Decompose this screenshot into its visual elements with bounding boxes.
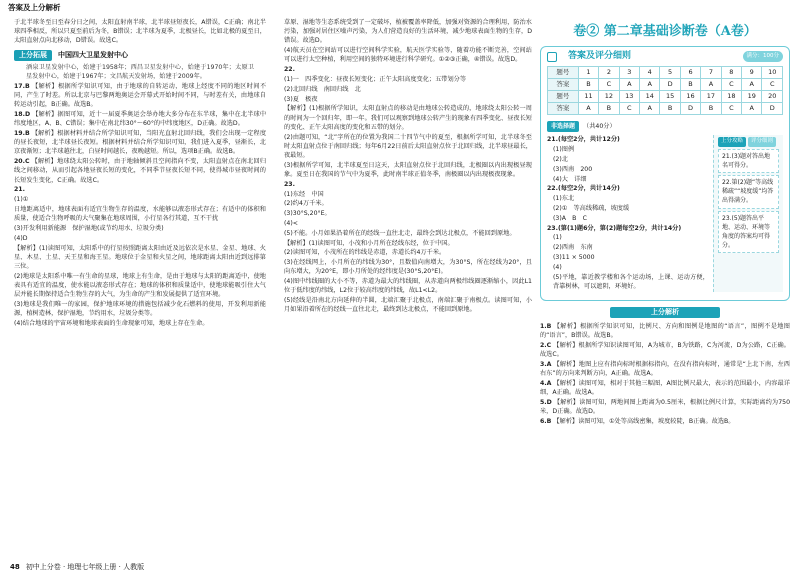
extension-title: 中国四大卫星发射中心 — [58, 50, 128, 59]
answer-line: (2)北 — [553, 156, 568, 163]
answer-grid-cell: A — [619, 79, 639, 91]
analysis-item: 2.C 【解析】根据所学知识读图可知，A为城市，B为铁路，C为河流，D为公路，C正确。故选C。 — [540, 341, 790, 358]
q23-line: (4)图中纬线圈的大小不等，赤道为最大的纬线圈，从赤道向两极纬线圈逐渐缩小，因此L1位于低纬度的纬线，L2位于较高纬度的纬线，故L1<L2。 — [284, 278, 532, 295]
answer-grid-cell: 16 — [680, 91, 700, 103]
section-title: 卷② 第二章基础诊断卷（A卷） — [573, 24, 757, 39]
column-left — [14, 18, 266, 560]
answer-line: (4) — [553, 263, 562, 271]
answer-grid-cell: 20 — [762, 91, 783, 103]
answer-grid-cell: A — [640, 79, 660, 91]
answer-grid-cell: 10 — [762, 67, 783, 79]
answer-grid-cell: 5 — [660, 67, 680, 79]
score-pill: 满分：100分 — [743, 51, 784, 62]
tips-sidebar — [713, 135, 783, 291]
extension-text: 酒泉卫星发射中心，始建于1958年；西昌卫星发射中心，始建于1970年；太原卫星发射中心，始建于1967年；文昌航天发射场，始建于2009年。 — [26, 63, 254, 81]
answer-grid-cell: 13 — [619, 91, 639, 103]
tip-note: 23.(5)题答出平地、运动、环境等角度的答案均可得分。 — [718, 211, 779, 254]
answer-grid-cell: 19 — [742, 91, 762, 103]
answer-grid-cell: 6 — [680, 67, 700, 79]
q21-line: (4)结合地球的宇宙环境和地球表面的生命现象可知，地球上存在生命。 — [14, 320, 209, 328]
answer-grid-cell: A — [742, 79, 762, 91]
answer-line: (1) — [553, 234, 562, 242]
answer-line: (2)西南 东南 — [553, 244, 593, 252]
sub-head-tag: 非选择题 — [547, 121, 579, 132]
answer-grid-cell: B — [578, 79, 598, 91]
q23-line: (5)经线是沿南北方向延伸的半圆，北端汇聚于北极点，南端汇聚于南极点。读图可知，小月如果沿着所在的经线一直往北走，最终到达北极点，不能回到原地。 — [284, 297, 532, 314]
q22-number: 22. — [284, 66, 295, 74]
answer-grid-cell: 17 — [701, 91, 721, 103]
answers-and-tips — [547, 135, 783, 291]
column-middle — [284, 18, 532, 578]
answer-line: 21.(每空2分，共计12分) — [547, 136, 620, 144]
q22-line: 【解析】(1)根据所学知识，太阳直射点的移动是由地球公转造成的，地球绕太阳公转一周的时间为一个回归年，即一年。我们可以观察到地球公转产生的现象有四季变化、昼夜长短的变化、正午太阳高度的变化和五带的划分。 — [284, 105, 532, 131]
answer-grid-cell: 8 — [721, 67, 741, 79]
answer-grid-cell: 4 — [640, 67, 660, 79]
answer-line: (3)A B C — [553, 214, 587, 222]
answers-list — [547, 135, 709, 291]
answer-item: 18.D 【解析】据图可知，近十一届夏季奥运会举办地大多分布在东半球，集中在北半球中纬度地区，A、B、C错误；集中在南北纬30°～60°的中纬度地区，D正确。故选D。 — [14, 111, 266, 128]
q21-line: (2)地球是太阳系中唯一有生命的星球，地球上有生命，是由于地球与太阳的距离适中，使地表具有适宜的温度，使水能以液态形式存在；地球的体积和质量适中，使地球能吸引住大气层并能长期保持适合生物生存的大气，为生命的产生和发展提供了适宜环境。 — [14, 272, 266, 299]
q23-line: (3)30°S,20°E。 — [284, 210, 331, 218]
q22-line: (1)一 四季变化：昼夜长短变化；正午太阳高度变化；五带划分等 — [284, 76, 467, 83]
q21-line: (1)① — [14, 196, 29, 204]
col2-top-text: 草原、湿地等生态系统受到了一定破坏，植被覆盖率降低，加强对资源的合理利用，防治水污染，加强对居住区噪声污染，为人们营造良好的生活环境，减少地球表面生物的生存，D错误。故选D。 — [284, 19, 532, 45]
column-right — [540, 18, 790, 578]
answer-grid — [547, 66, 783, 115]
q23-line: (2)读图可知，小茂所在的纬线是赤道，赤道长约4万千米。 — [284, 249, 446, 257]
tip-note: 22.第(2)题“等高线稀疏”“坡度缓”均答出得满分。 — [718, 175, 779, 209]
analysis-item: 1.B 【解析】根据所学知识可知，比例尺、方向和图例是地图的“语言”，图例不是地图的“语言”，B错误。故选B。 — [540, 322, 790, 339]
answer-grid-cell: 3 — [619, 67, 639, 79]
answer-panel-header — [547, 51, 783, 62]
q21-line: 【解析】(1)读图可知，太阳系中的行星按照距离太阳由近及远依次是水星、金星、地球、火星、木星、土星、天王星和海王星。地球位于金星和火星之间，地球距离太阳由近到远排第三位。 — [14, 244, 266, 271]
answer-panel — [540, 46, 790, 301]
analysis-item: 6.B 【解析】读图可知，①处等高线密集，坡度较陡，B正确。故选B。 — [540, 417, 735, 425]
answer-grid-cell: A — [578, 103, 598, 115]
q23-line: (2)约4万千米。 — [284, 200, 328, 208]
book-title: 初中上分卷 · 地理七年级上册 · 人教版 — [25, 562, 145, 571]
answer-panel-label: 答案及评分细则 — [568, 51, 632, 61]
q21-line: (4)D — [14, 234, 28, 242]
answer-grid-cell: C — [721, 79, 741, 91]
q23-line: (1)东经 中国 — [284, 190, 324, 198]
analysis-header: 上分解析 — [610, 307, 720, 318]
answer-grid-cell: 12 — [599, 91, 619, 103]
answer-grid-row — [548, 67, 783, 79]
answer-grid-row-label: 答案 — [548, 103, 579, 115]
q21-line: (3)地球是我们唯一的家园，保护地球环境的措施包括减少化石燃料的使用，开发利用新能源，植树造林，保护湿地，节约用水，垃圾分类等。 — [14, 301, 266, 318]
answer-grid-cell: 11 — [578, 91, 598, 103]
q23-line: (5)不能。小月如果沿着所在的经线一直往北走，最终会到达北极点，不能回到原地。 — [284, 229, 516, 237]
answer-grid-cell: C — [721, 103, 741, 115]
analysis-item: 3.A 【解析】地图上应有指向标时根据标指向，在没有指向标时，通常是“上北下南，左西右东”的方向来判断方向，A正确。故选A。 — [540, 360, 790, 377]
answer-grid-cell: 2 — [599, 67, 619, 79]
sub-head — [547, 121, 783, 132]
tips-tag-secondary: 评分细则 — [748, 137, 776, 146]
sub-head-score: （共40分） — [583, 123, 616, 131]
q22-line: (3)根据所学可知，北半球夏至日这天，太阳直射点位于北回归线，北极圈以内出现极昼现象。夏至日在我国的节气中为夏季，此时南半球正值冬季，南极圈以内出现极夜现象。 — [284, 161, 532, 178]
q21-number: 21. — [14, 186, 25, 194]
answer-line: (5)平地，靠近教学楼和各个运动场，上课、运动方便，背靠树林，可以遮阴，环境好。 — [553, 273, 709, 290]
extension-box — [14, 50, 266, 61]
q23-line: (4)< — [284, 219, 298, 227]
answer-grid-cell: C — [619, 103, 639, 115]
answer-grid-cell: D — [680, 103, 700, 115]
tips-tag: 上分攻略 — [718, 137, 746, 146]
q22-line: (2)由题可知，“北”字所在的位置为我国二十四节气中的夏至，根据所学可知，北半球冬至时太阳直射点位于南回归线；每年6月22日前后太阳直射点位于北回归线，北半球昼最长，夜最短。 — [284, 133, 532, 159]
answer-grid-row — [548, 79, 783, 91]
analysis-item: 5.D 【解析】读图可知，两地间图上距离为0.5厘米，根据比例尺计算，实际距离约为750米，D正确。故选D。 — [540, 398, 790, 415]
answer-line: (3)西南 200 — [553, 165, 593, 173]
answer-item: 19.B 【解析】根据材料并结合所学知识可知，当阳光直射北回归线，我们会出现一定程度的昼长夜短，北半球昼长夜短。根据材料并结合所学知识可知，我们进入夏季，昼渐长，北京夜渐短；北半球越往北，白昼时间越长，夜晚越短。所以，选项B正确。故选B。 — [14, 130, 266, 156]
answer-grid-cell: A — [701, 79, 721, 91]
answer-grid-cell: C — [762, 79, 783, 91]
answer-grid-row — [548, 91, 783, 103]
answer-grid-cell: A — [640, 103, 660, 115]
answer-item: 17.B 【解析】根据所学知识可知，由于地球的自转运动，地球上经度不同的地区时间不同，产生了时差。所以北京与巴黎两地奥运会开幕式开始时间不同，与时差有关，由地球自转运动引起，B正确。故选B。 — [14, 82, 266, 109]
answer-line: (3)11 × 5000 — [553, 253, 595, 261]
extension-tag: 上分拓展 — [14, 50, 52, 61]
answer-grid-row — [548, 103, 783, 115]
answer-grid-cell: 14 — [640, 91, 660, 103]
answer-line: 23.(第(1)题6分，第(2)题每空2分，共计14分) — [547, 224, 682, 232]
tips-header — [718, 137, 779, 146]
q22-line: (2)北回归线 南回归线 北 — [284, 85, 361, 93]
answer-grid-cell: B — [680, 79, 700, 91]
answer-grid-cell: B — [599, 103, 619, 115]
answer-grid-cell: 7 — [701, 67, 721, 79]
answer-grid-cell: 18 — [721, 91, 741, 103]
answer-grid-cell: 9 — [742, 67, 762, 79]
col1-top-text: 于北半球冬至日至春分日之间，太阳直射南半球，北半球昼短夜长，A错误，C正确；南北半球四季相反，所以只夏至前后为冬，B错误；北半球为夏季，北极昼长，比如北极的夏至日，太阳直射点向北移动，D错误。故选C。 — [14, 19, 266, 45]
answer-grid-row-label: 答案 — [548, 79, 579, 91]
answer-grid-cell: A — [742, 103, 762, 115]
answer-line: (2)① 等高线稀疏，坡度缓 — [553, 204, 630, 212]
q21-line: 日地距离适中，地球表面有适宜生物生存的温度，水能够以液态形式存在；有适中的体积和质量，使适合生物呼吸的大气聚集在地球周围，小行星各行其道，互不干扰 — [14, 206, 266, 223]
col2-top-text: (4)航天员在空间站可以进行空间科学实验，航天医学实验等，随着功能不断完善，空间站可以进行太空种植，利用空间的独特环境进行科学研究。①②③正确，④错误。故选D。 — [284, 47, 532, 64]
answer-line: (4)大 详细 — [553, 175, 587, 183]
document-icon — [547, 52, 557, 62]
answer-line: (1)图例 — [553, 146, 575, 154]
answer-grid-cell: C — [599, 79, 619, 91]
answer-grid-cell: 15 — [660, 91, 680, 103]
answer-line: 22.(每空2分，共计14分) — [547, 185, 620, 193]
tip-note: 21.(3)题对答出地名可得分。 — [718, 149, 779, 173]
answer-grid-cell: B — [660, 103, 680, 115]
answer-grid-cell: D — [762, 103, 783, 115]
answer-grid-cell: D — [660, 79, 680, 91]
page-number: 48 — [10, 562, 20, 571]
answer-item: 20.C 【解析】地球绕太阳公转时，由于地轴倾斜且空间指向不变，太阳直射点在南北回归线之间移动，从而引起各地昼夜长短的变化，不同季节昼夜长短不同，使得城市昼夜时间的长短发生变化，C正确。故选C。 — [14, 158, 266, 184]
q22-line: (3)夏 极夜 — [284, 95, 318, 103]
analysis-item: 4.A 【解析】读图可知，相对于其他三幅图，A图比例尺最大，表示的范围最小，内容最详细，A正确。故选A。 — [540, 379, 790, 396]
answer-grid-row-label: 题号 — [548, 67, 579, 79]
q23-line: 【解析】(1)读图可知，小茂和小月所在经线东经，位于中国。 — [284, 239, 454, 247]
answer-line: (1)东北 — [553, 195, 575, 203]
q23-line: (3)在经线网上，小月所在的纬线为30°，且数值向南增大，为30°S，所在经线为20°，且向东增大，为20°E，即小月所处的经纬度是(30°S,20°E)。 — [284, 259, 532, 276]
answer-grid-row-label: 题号 — [548, 91, 579, 103]
page-header: 答案及上分解析 — [8, 3, 61, 12]
page-footer — [10, 563, 144, 572]
q21-line: (3)开发利用新能源 保护湿地(或节约用水、垃圾分类) — [14, 225, 164, 233]
q23-number: 23. — [284, 180, 295, 188]
answer-grid-cell: B — [701, 103, 721, 115]
answer-grid-cell: 1 — [578, 67, 598, 79]
